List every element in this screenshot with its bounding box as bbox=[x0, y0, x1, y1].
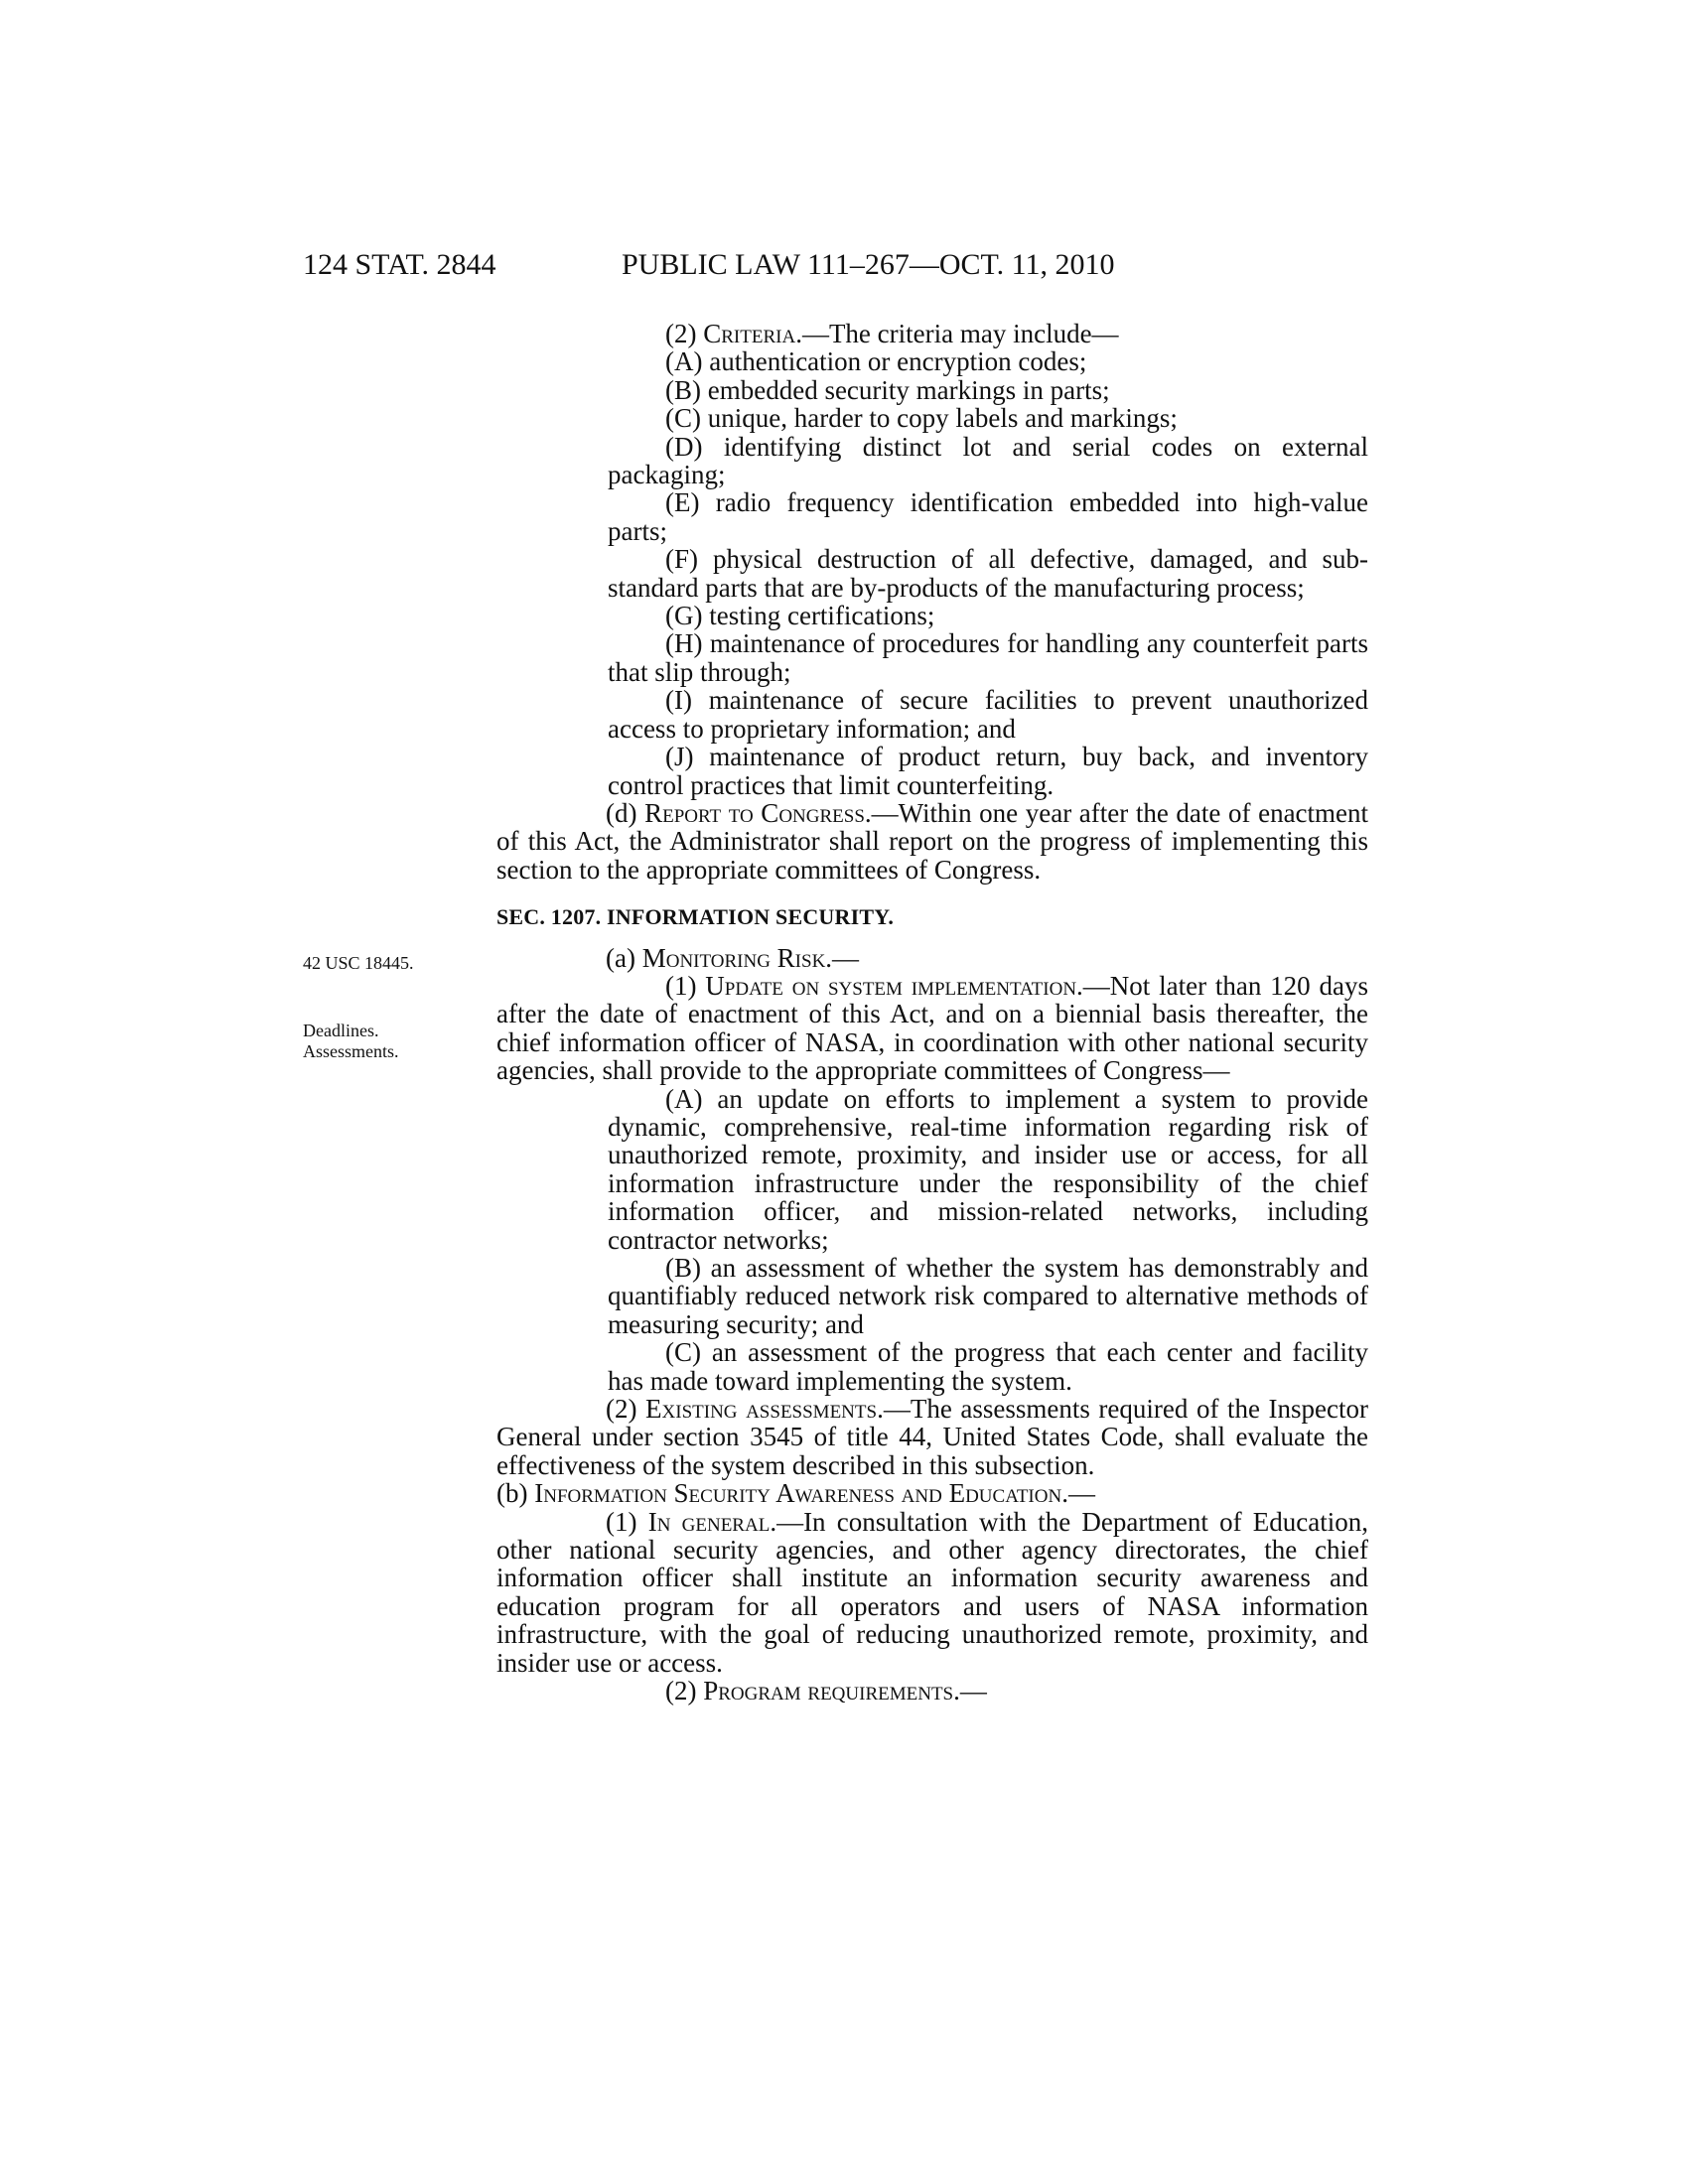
general-text: .—In consultation with the Department of Education, other national security agencies, and other agency directorates, the chief information officer shall institute an information security awareness and education program for all operators and users of NASA information infrastructure, with the goal of reducing unauthorized remote, proximity, and insider use or access. bbox=[496, 1506, 1369, 1678]
criteria-heading: Criteria bbox=[703, 319, 796, 348]
report-text: .—Within one year after the date of enactment of this Act, the Administrator shall report on the progress of implementing this section to the appropriate committees of Congress. bbox=[496, 797, 1369, 885]
program-heading: Program requirements bbox=[703, 1676, 954, 1706]
criteria-item-j: (J) maintenance of product return, buy back, and inventory control practices that limit counterfeiting. bbox=[608, 742, 1368, 800]
criteria-paragraph bbox=[496, 320, 1368, 347]
awareness-paragraph bbox=[496, 1479, 1368, 1507]
general-paragraph bbox=[496, 1508, 1368, 1677]
report-num: (d) bbox=[606, 797, 645, 828]
criteria-item-c: (C) unique, harder to copy labels and markings; bbox=[665, 403, 1178, 434]
awareness-suffix: .— bbox=[1061, 1478, 1095, 1509]
criteria-item-h: (H) maintenance of procedures for handling any counterfeit parts that slip through; bbox=[608, 628, 1368, 687]
section-heading: SEC. 1207. INFORMATION SECURITY. bbox=[496, 904, 895, 930]
report-paragraph bbox=[496, 799, 1368, 884]
program-num: (2) bbox=[665, 1676, 704, 1706]
update-heading: Update on system implementation bbox=[705, 970, 1077, 1001]
update-text: .—Not later than 120 days after the date of enactment of this Act, and on a biennial basis thereafter, the chief information officer of NASA, in coordination with other national security agencies, shall provide to the appropriate committees of Congress— bbox=[496, 970, 1368, 1086]
criteria-item-a: (A) authentication or encryption codes; bbox=[665, 346, 1087, 377]
criteria-item-d: (D) identifying distinct lot and serial codes on external packaging; bbox=[608, 431, 1368, 490]
existing-num: (2) bbox=[606, 1394, 646, 1425]
stat-page-number: 124 STAT. 2844 bbox=[303, 248, 496, 281]
criteria-intro: .—The criteria may include— bbox=[795, 319, 1119, 348]
criteria-item-i: (I) maintenance of secure facilities to prevent unauthorized access to proprietary information; and bbox=[608, 685, 1368, 744]
report-heading: Report to Congress bbox=[644, 797, 865, 828]
criteria-item-f: (F) physical destruction of all defective, damaged, and sub-standard parts that are by-products of the manufacturing process; bbox=[608, 544, 1368, 603]
margin-note-usc: 42 USC 18445. bbox=[303, 953, 414, 973]
criteria-item-e: (E) radio frequency identification embedded into high-value parts; bbox=[608, 487, 1368, 546]
margin-note-deadlines-text: Deadlines. bbox=[303, 1021, 379, 1040]
program-suffix: .— bbox=[953, 1676, 987, 1706]
awareness-num: (b) bbox=[496, 1478, 535, 1509]
general-heading: In general bbox=[647, 1506, 771, 1537]
criteria-item-g: (G) testing certifications; bbox=[665, 601, 935, 631]
program-paragraph bbox=[496, 1677, 1368, 1705]
monitoring-paragraph bbox=[496, 944, 1368, 972]
criteria-item-b: (B) embedded security markings in parts; bbox=[665, 374, 1110, 405]
update-num: (1) bbox=[665, 970, 706, 1001]
monitoring-num: (a) bbox=[606, 942, 642, 973]
margin-note-deadlines bbox=[303, 1021, 399, 1062]
running-header: PUBLIC LAW 111–267—OCT. 11, 2010 bbox=[622, 248, 1115, 281]
monitoring-suffix: .— bbox=[825, 942, 860, 973]
existing-text: .—The assessments required of the Inspector General under section 3545 of title 44, United States Code, shall evaluate the effectiveness of the system described in this subsection. bbox=[496, 1394, 1369, 1480]
existing-paragraph bbox=[496, 1395, 1368, 1479]
awareness-heading: Information Security Awareness and Education bbox=[534, 1478, 1062, 1509]
update-item-c: (C) an assessment of the progress that each center and facility has made toward implementing the system. bbox=[608, 1337, 1368, 1396]
general-num: (1) bbox=[606, 1506, 648, 1537]
update-item-a: (A) an update on efforts to implement a system to provide dynamic, comprehensive, real-time information regarding risk of unauthorized remote, proximity, and insider use or access, for all information infrastructure under the responsibility of the chief information officer, and mission-related networks, including contractor networks; bbox=[608, 1083, 1368, 1255]
existing-heading: Existing assessments bbox=[645, 1394, 878, 1425]
document-body bbox=[496, 320, 1368, 1706]
update-paragraph bbox=[496, 972, 1368, 1085]
criteria-num: (2) bbox=[665, 319, 704, 348]
margin-note-assessments-text: Assessments. bbox=[303, 1041, 399, 1061]
monitoring-heading: Monitoring Risk bbox=[641, 942, 826, 973]
update-item-b: (B) an assessment of whether the system has demonstrably and quantifiably reduced network risk compared to alternative methods of measuring security; and bbox=[608, 1253, 1368, 1339]
